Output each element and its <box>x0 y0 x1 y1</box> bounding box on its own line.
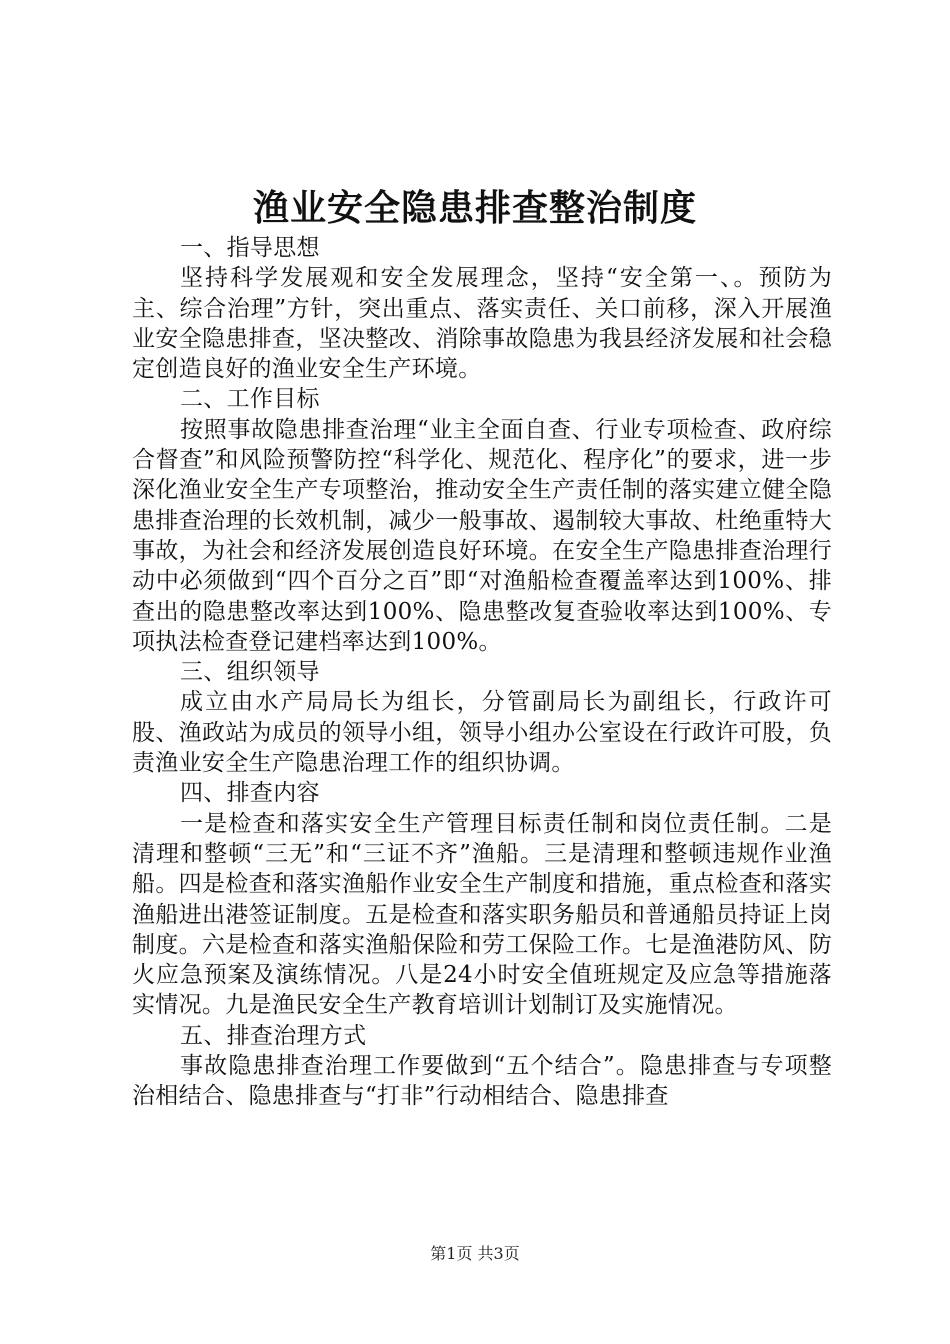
section-heading-4: 四、排查内容 <box>180 780 320 807</box>
section-paragraph-4: 一是检查和落实安全生产管理目标责任制和岗位责任制。二是清理和整顿“三无”和“三证不齐”渔船。三是清理和整顿违规作业渔船。四是检查和落实渔船作业安全生产制度和措施，重点检查和落实渔船进出港签证制度。五是检查和落实职务船员和普通船员持证上岗制度。六是检查和落实渔船保险和劳工保险工作。七是渔港防风、防火应急预案及演练情况。八是24小时安全值班规定及应急等措施落实情况。九是渔民安全生产教育培训计划制订及实施情况。 <box>132 810 832 1019</box>
section-heading-5: 五、排查治理方式 <box>180 1022 367 1049</box>
section-paragraph-2: 按照事故隐患排查治理“业主全面自查、行业专项检查、政府综合督查”和风险预警防控“科学化、规范化、程序化”的要求，进一步深化渔业安全生产专项整治，推动安全生产责任制的落实建立健全隐患排查治理的长效机制，减少一般事故、遏制较大事故、杜绝重特大事故，为社会和经济发展创造良好环境。在安全生产隐患排查治理行动中必须做到“四个百分之百”即“对渔船检查覆盖率达到100%、排查出的隐患整改率达到100%、隐患整改复查验收率达到100%、专项执法检查登记建档率达到100%。 <box>132 416 832 655</box>
section-paragraph-1: 坚持科学发展观和安全发展理念，坚持“安全第一、。预防为主、综合治理”方针，突出重点、落实责任、关口前移，深入开展渔业安全隐患排查，坚决整改、消除事故隐患为我县经济发展和社会稳定创造良好的渔业安全生产环境。 <box>132 265 832 383</box>
section-heading-1: 一、指导思想 <box>180 235 320 261</box>
section-paragraph-5: 事故隐患排查治理工作要做到“五个结合”。隐患排查与专项整治相结合、隐患排查与“打非”行动相结合、隐患排查 <box>132 1053 832 1110</box>
section-heading-2: 二、工作目标 <box>180 386 320 413</box>
page-footer: 第1页 共3页 <box>430 1244 520 1263</box>
document-body <box>132 233 832 1112</box>
document-title: 渔业安全隐患排查整治制度 <box>252 187 697 229</box>
section-heading-3: 三、组织领导 <box>180 659 320 686</box>
section-paragraph-3: 成立由水产局局长为组长，分管副局长为副组长，行政许可股、渔政站为成员的领导小组，领导小组办公室设在行政许可股，负责渔业安全生产隐患治理工作的组织协调。 <box>132 689 832 777</box>
